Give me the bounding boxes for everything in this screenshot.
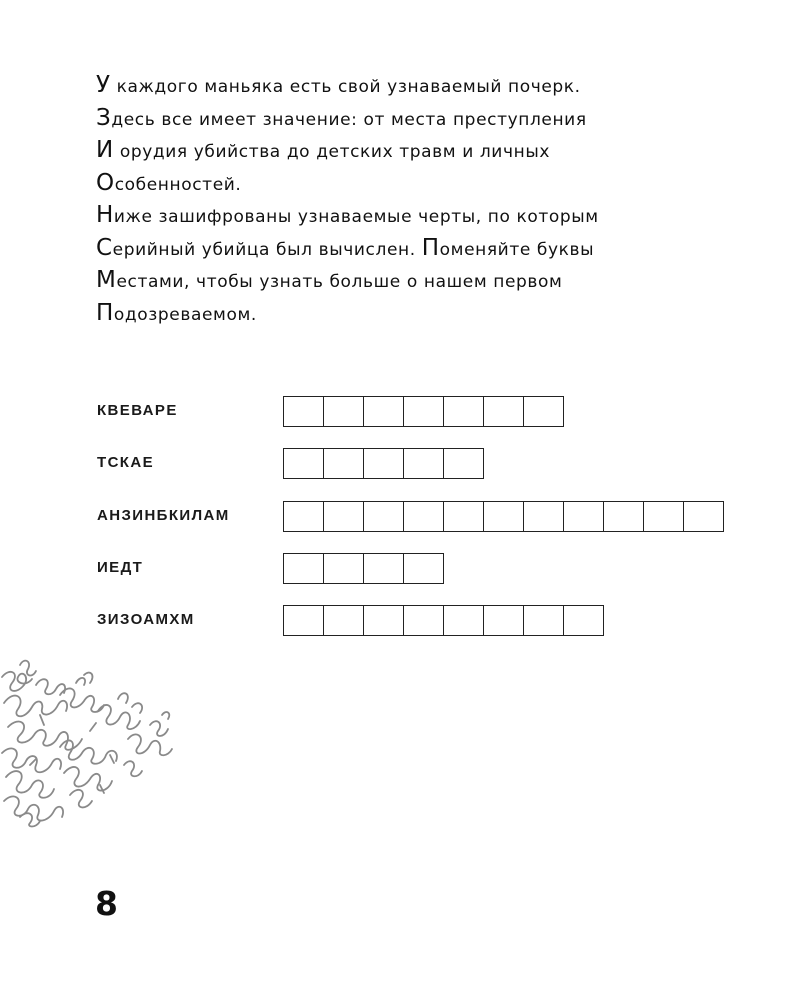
letter-box[interactable] — [284, 606, 324, 635]
letter-box[interactable] — [324, 397, 364, 426]
letter-box[interactable] — [324, 449, 364, 478]
intro-line: Особенностей. — [96, 169, 242, 196]
letter-box[interactable] — [484, 397, 524, 426]
letter-box[interactable] — [284, 554, 324, 583]
scrambled-word: АНЗИНБКИЛАМ — [97, 507, 230, 524]
scrambled-word: КВЕВАРЕ — [97, 402, 178, 419]
scrambled-word: ЗИЗОАМХМ — [97, 611, 195, 628]
letter-box[interactable] — [444, 606, 484, 635]
scrambled-word: ТСКАЕ — [97, 454, 154, 471]
answer-boxes[interactable] — [283, 448, 484, 479]
answer-boxes[interactable] — [283, 553, 444, 584]
letter-box[interactable] — [484, 606, 524, 635]
letter-box[interactable] — [324, 502, 364, 531]
intro-line: И орудия убийства до детских травм и личных — [96, 137, 551, 163]
letter-box[interactable] — [404, 449, 444, 478]
handwriting-scribble-illustration — [0, 655, 185, 830]
intro-text — [96, 70, 736, 330]
letter-box[interactable] — [684, 502, 724, 531]
letter-box[interactable] — [324, 606, 364, 635]
letter-box[interactable] — [444, 502, 484, 531]
letter-box[interactable] — [404, 606, 444, 635]
letter-box[interactable] — [444, 449, 484, 478]
letter-box[interactable] — [404, 502, 444, 531]
letter-box[interactable] — [524, 397, 564, 426]
letter-box[interactable] — [364, 606, 404, 635]
letter-box[interactable] — [364, 502, 404, 531]
letter-box[interactable] — [524, 502, 564, 531]
intro-line: Здесь все имеет значение: от места преступления — [96, 104, 587, 131]
letter-box[interactable] — [364, 449, 404, 478]
letter-box[interactable] — [404, 554, 444, 583]
letter-box[interactable] — [324, 554, 364, 583]
intro-line — [96, 233, 736, 266]
intro-line: У каждого маньяка есть свой узнаваемый почерк. — [96, 72, 581, 98]
letter-box[interactable] — [524, 606, 564, 635]
intro-line-part: оменяйте буквы — [439, 239, 595, 260]
page-number: 8 — [95, 884, 118, 923]
intro-line-part: Серийный убийца был вычислен. — [96, 234, 422, 261]
intro-line: Подозреваемом. — [96, 299, 257, 326]
letter-box[interactable] — [564, 606, 604, 635]
letter-box[interactable] — [644, 502, 684, 531]
scrambled-word: ИЕДТ — [97, 559, 144, 576]
intro-capital-letter: П — [421, 234, 440, 261]
letter-box[interactable] — [284, 397, 324, 426]
letter-box[interactable] — [564, 502, 604, 531]
letter-box[interactable] — [404, 397, 444, 426]
letter-box[interactable] — [444, 397, 484, 426]
letter-box[interactable] — [284, 502, 324, 531]
letter-box[interactable] — [364, 397, 404, 426]
intro-line: Местами, чтобы узнать больше о нашем первом — [96, 267, 563, 293]
letter-box[interactable] — [364, 554, 404, 583]
answer-boxes[interactable] — [283, 396, 564, 427]
intro-line: Ниже зашифрованы узнаваемые черты, по которым — [96, 202, 599, 228]
letter-box[interactable] — [284, 449, 324, 478]
answer-boxes[interactable] — [283, 501, 724, 532]
letter-box[interactable] — [484, 502, 524, 531]
letter-box[interactable] — [604, 502, 644, 531]
answer-boxes[interactable] — [283, 605, 604, 636]
